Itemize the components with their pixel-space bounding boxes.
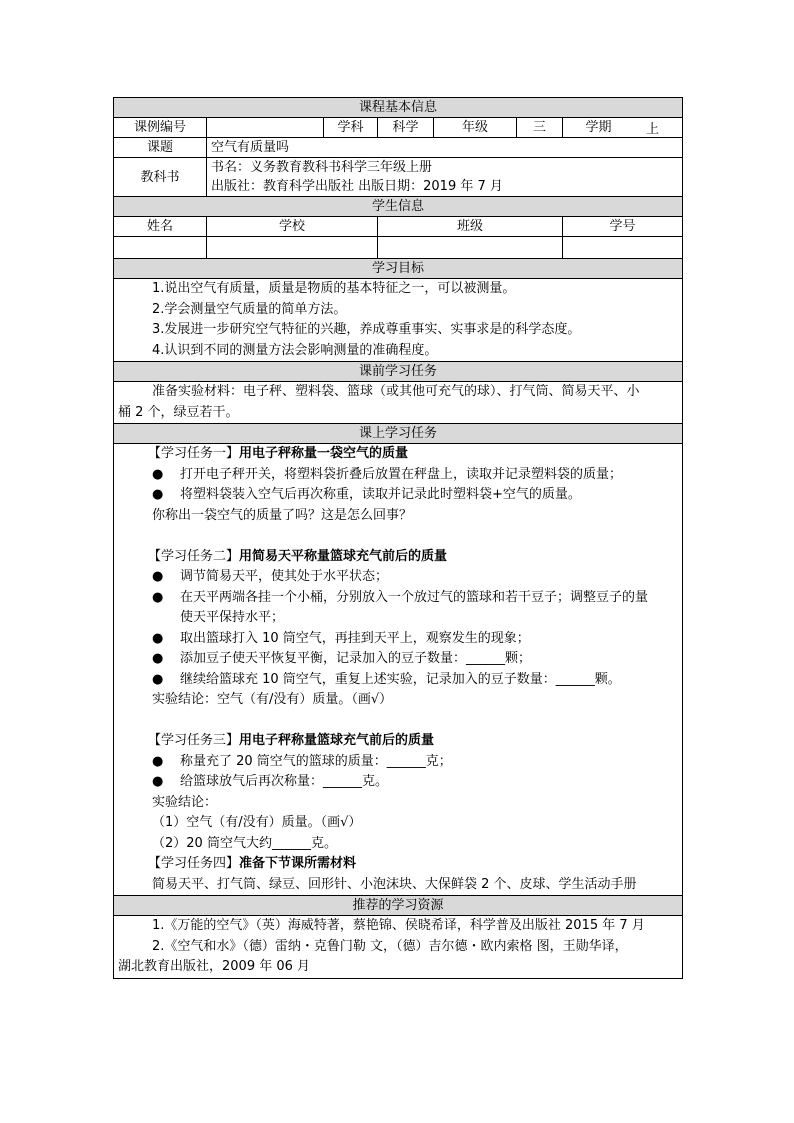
bullet-item: ● 添加豆子使天平恢复平衡，记录加入的豆子数量：______颗； (118, 649, 678, 670)
topic-label: 课题 (114, 138, 207, 158)
grade-value: 三 (517, 118, 563, 138)
bullet-icon: ● (152, 466, 164, 482)
bullet-item: ● 取出篮球打入 10 筒空气，再挂到天平上，观察发生的现象； (118, 629, 678, 650)
objective-item: 4.认识到不同的测量方法会影响测量的准确程度。 (152, 342, 438, 358)
task-1-question: 你称出一袋空气的质量了吗？这是怎么回事？ (152, 507, 413, 523)
task-4-heading: 【学习任务四】准备下节课所需材料 (148, 856, 357, 871)
in-class-tasks (114, 444, 683, 896)
bullet-icon: ● (152, 589, 164, 605)
section-course-info: 课程基本信息 (114, 98, 683, 118)
resource-item: 2.《空气和水》（德）雷纳・克鲁门勒 文，（德）吉尔德・欧内索格 图，王勋华译， (152, 938, 628, 954)
objectives-list (114, 279, 683, 362)
bullet-icon: ● (152, 487, 164, 502)
case-no-label: 课例编号 (114, 118, 207, 138)
bullet-icon: ● (152, 671, 164, 687)
textbook-title: 书名：义务教育教科书科学三年级上册 (211, 160, 433, 175)
section-student-info: 学生信息 (114, 197, 683, 217)
learning-task-sheet (113, 97, 683, 979)
subject-label: 学科 (324, 118, 378, 138)
task-3-conclusion-label: 实验结论： (152, 794, 218, 810)
bullet-item: ● 继续给篮球充 10 筒空气，重复上述实验，记录加入的豆子数量：______颗。 (118, 670, 678, 691)
case-no-value (207, 118, 324, 138)
bullet-icon: ● (152, 753, 164, 769)
name-field[interactable] (114, 237, 207, 259)
resource-item-continued: 湖北教育出版社，2009 年 06 月 (118, 959, 311, 974)
section-pre-class: 课前学习任务 (114, 362, 683, 382)
student-id-field[interactable] (563, 237, 683, 259)
task-3-conclusion-2: （2）20 筒空气大约______克。 (152, 835, 337, 851)
textbook-publisher: 出版社：教育科学出版社 出版日期：2019 年 7 月 (211, 179, 503, 194)
bullet-item: ● 调节简易天平，使其处于水平状态； (118, 567, 678, 588)
bullet-item: ● 在天平两端各挂一个小桶，分别放入一个放过气的篮球和若干豆子；调整豆子的量 (118, 588, 678, 609)
bullet-item: ● 称量充了 20 筒空气的篮球的质量：______克； (118, 752, 678, 773)
bullet-item: ● 给篮球放气后再次称量：______克。 (118, 772, 678, 793)
pre-class-task (114, 382, 683, 424)
class-label: 班级 (378, 217, 563, 237)
task-4-materials: 简易天平、打气筒、绿豆、回形针、小泡沫块、大保鲜袋 2 个、皮球、学生活动手册 (152, 876, 637, 892)
school-field[interactable] (207, 237, 378, 259)
term-label: 学期 (563, 118, 683, 138)
pre-class-line: 桶 2 个，绿豆若干。 (118, 404, 239, 420)
bullet-icon: ● (152, 630, 164, 646)
bullet-icon: ● (152, 569, 164, 584)
student-id-label: 学号 (563, 217, 683, 237)
term-value: 上 (645, 122, 659, 137)
pre-class-line: 准备实验材料：电子秤、塑料袋、篮球（或其他可充气的球）、打气筒、简易天平、小 (152, 384, 640, 399)
resources-list (114, 916, 683, 979)
objective-item: 2.学会测量空气质量的简单方法。 (152, 301, 347, 317)
section-objectives: 学习目标 (114, 259, 683, 279)
bullet-item: ● 打开电子秤开关，将塑料袋折叠后放置在秤盘上，读取并记录塑料袋的质量； (118, 465, 678, 486)
textbook-label: 教科书 (114, 158, 207, 197)
school-label: 学校 (207, 217, 378, 237)
task-1-heading: 【学习任务一】用电子秤称量一袋空气的质量 (148, 446, 409, 461)
bullet-icon: ● (152, 651, 164, 666)
subject-value: 科学 (378, 118, 434, 138)
bullet-item-continued: 使天平保持水平； (180, 610, 285, 625)
topic-value: 空气有质量吗 (207, 138, 683, 158)
task-2-heading: 【学习任务二】用简易天平称量篮球充气前后的质量 (148, 548, 448, 564)
task-2-conclusion: 实验结论：空气（有/没有）质量。（画√） (152, 692, 393, 707)
textbook-info (207, 158, 683, 197)
name-label: 姓名 (114, 217, 207, 237)
section-resources: 推荐的学习资源 (114, 896, 683, 916)
objective-item: 3.发展进一步研究空气特征的兴趣，养成尊重事实、实事求是的科学态度。 (152, 322, 581, 337)
bullet-icon: ● (152, 774, 164, 789)
grade-label: 年级 (434, 118, 517, 138)
resource-item: 1.《万能的空气》（英）海威特著，蔡艳锦、侯晓希译，科学普及出版社 2015 年 7 月 (152, 918, 645, 933)
class-field[interactable] (378, 237, 563, 259)
task-3-heading: 【学习任务三】用电子秤称量篮球充气前后的质量 (148, 733, 435, 748)
task-3-conclusion-1: （1）空气（有/没有）质量。（画√） (152, 815, 362, 830)
section-in-class: 课上学习任务 (114, 424, 683, 444)
bullet-item: ● 将塑料袋装入空气后再次称重，读取并记录此时塑料袋+空气的质量。 (118, 485, 678, 506)
objective-item: 1.说出空气有质量，质量是物质的基本特征之一，可以被测量。 (152, 281, 516, 296)
